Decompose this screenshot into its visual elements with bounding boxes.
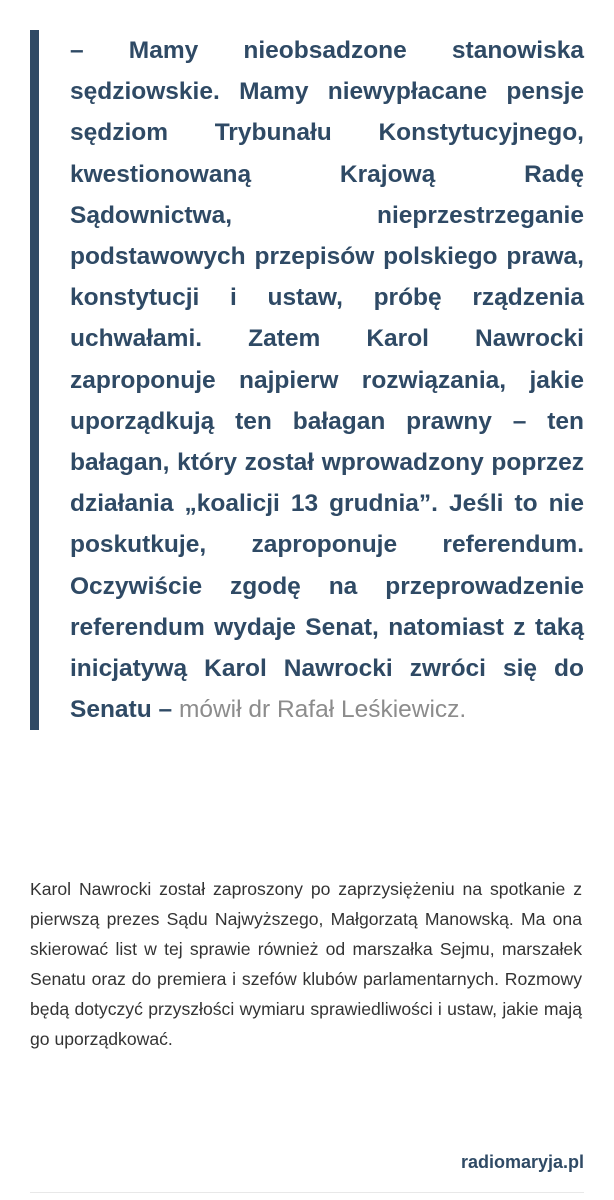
quote-body: – Mamy nieobsadzone stanowiska sędziowskie. Mamy niewypłacane pensje sędziom Trybunału Konstytucyjnego, kwestionowaną Krajową Radę Sądownictwa, nieprzestrzeganie podstawowych przepisów polskiego prawa, konstytucji i ustaw, próbę rządzenia uchwałami. Zatem Karol Nawrocki zaproponuje najpierw rozwiązania, jakie uporządkują ten bałagan prawny – ten bałagan, który został wprowadzony poprzez działania „koalicji 13 grudnia”. Jeśli to nie poskutkuje, zaproponuje referendum. Oczywiście zgodę na przeprowadzenie referendum wydaje Senat, natomiast z taką inicjatywą Karol Nawrocki zwróci się do Senatu – xyxy=(70,37,584,724)
source-link[interactable]: radiomaryja.pl xyxy=(460,1152,584,1172)
divider xyxy=(30,1192,584,1193)
quote-text xyxy=(70,30,584,730)
blockquote xyxy=(30,30,584,730)
quote-attribution: mówił dr Rafał Leśkiewicz. xyxy=(178,696,467,724)
article-paragraph: Karol Nawrocki został zaproszony po zaprzysiężeniu na spotkanie z pierwszą prezes Sądu Najwyższego, Małgorzatą Manowską. Ma ona skierować list w tej sprawie również od marszałka Sejmu, marszałek Senatu oraz do premiera i szefów klubów parlamentarnych. Rozmowy będą dotyczyć przyszłości wymiaru sprawiedliwości i ustaw, jakie mają go uporządkować. xyxy=(30,879,582,1049)
